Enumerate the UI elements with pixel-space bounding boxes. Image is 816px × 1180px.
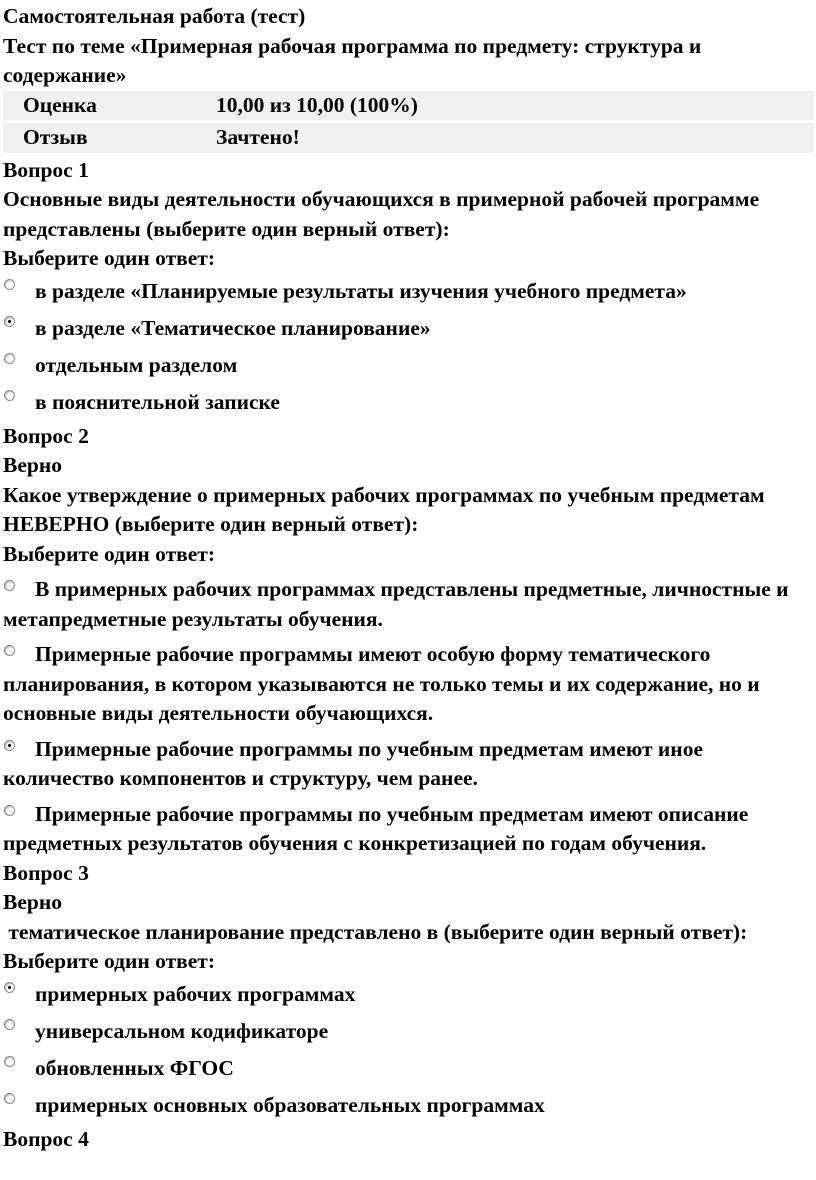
question-status: Верно (3, 453, 62, 477)
answer-option[interactable] (3, 640, 814, 729)
answer-option-label: отдельным разделом (35, 353, 238, 378)
radio-button-selected[interactable] (4, 740, 15, 751)
question-heading: Вопрос 4 (3, 1126, 89, 1151)
answer-prompt: Выберите один ответ: (3, 541, 216, 566)
answer-option-label: Примерные рабочие программы имеют особую форму тематического планирования, в котором указываются не только темы и их содержание, но и основные виды деятельности обучающихся. (3, 642, 760, 725)
answer-option[interactable] (3, 1014, 814, 1051)
question-text: Какое утверждение о примерных рабочих программах по учебным предметам НЕВЕРНО (выберите один верный ответ): (3, 482, 765, 536)
page-title: Самостоятельная работа (тест) (3, 4, 306, 28)
test-subtitle: Тест по теме «Примерная рабочая программа по предмету: структура и содержание» (3, 33, 702, 87)
radio-button[interactable] (4, 1093, 15, 1104)
radio-button[interactable] (4, 645, 15, 656)
question-4 (3, 1125, 814, 1155)
question-status: Верно (3, 890, 62, 914)
answer-option-label: Примерные рабочие программы по учебным предметам имеют иное количество компонентов и структуру, чем ранее. (3, 736, 703, 790)
answer-option[interactable] (3, 311, 814, 348)
answer-option[interactable] (3, 575, 814, 634)
question-3 (3, 859, 814, 1125)
page (3, 2, 814, 1154)
answer-option-label: в разделе «Планируемые результаты изучения учебного предмета» (35, 279, 687, 304)
answer-option[interactable] (3, 735, 814, 794)
radio-button[interactable] (4, 279, 15, 290)
answer-option-label: в разделе «Тематическое планирование» (35, 316, 431, 341)
answer-option[interactable] (3, 1051, 814, 1088)
question-2 (3, 422, 814, 859)
radio-button-selected[interactable] (4, 316, 15, 327)
answer-option-label: универсальном кодификаторе (35, 1019, 329, 1044)
answer-option-label: обновленных ФГОС (35, 1056, 234, 1081)
answer-option-label: Примерные рабочие программы по учебным предметам имеют описание предметных результатов обучения с конкретизацией по годам обучения. (3, 801, 749, 855)
radio-button[interactable] (4, 353, 15, 364)
answer-option[interactable] (3, 348, 814, 385)
grade-row (3, 91, 814, 122)
feedback-row (3, 122, 814, 155)
answer-prompt: Выберите один ответ: (3, 246, 216, 270)
radio-button[interactable] (4, 390, 15, 401)
answer-option-label: примерных основных образовательных программах (35, 1093, 545, 1118)
radio-button-selected[interactable] (4, 982, 15, 993)
question-heading: Вопрос 1 (3, 157, 89, 182)
radio-button[interactable] (4, 1056, 15, 1067)
question-text: Основные виды деятельности обучающихся в примерной рабочей программе представлены (выберите один верный ответ): (3, 187, 760, 241)
answer-option[interactable] (3, 274, 814, 311)
answer-option[interactable] (3, 977, 814, 1014)
answer-option[interactable] (3, 800, 814, 859)
radio-button[interactable] (4, 1019, 15, 1030)
feedback-value: Зачтено! (216, 122, 814, 155)
answer-option-label: примерных рабочих программах (35, 982, 356, 1007)
answer-option-label: В примерных рабочих программах представлены предметные, личностные и метапредметные результаты обучения. (3, 577, 789, 631)
grade-value: 10,00 из 10,00 (100%) (216, 91, 814, 122)
radio-button[interactable] (4, 805, 15, 816)
question-heading: Вопрос 3 (3, 860, 89, 885)
radio-button[interactable] (4, 580, 15, 591)
question-1 (3, 156, 814, 422)
answer-option[interactable] (3, 1088, 814, 1125)
grade-label: Оценка (3, 91, 216, 122)
question-text: тематическое планирование представлено в (выберите один верный ответ): (3, 919, 748, 944)
grade-table (3, 91, 814, 156)
question-heading: Вопрос 2 (3, 423, 89, 448)
answer-option-label: в пояснительной записке (35, 390, 280, 415)
answer-option[interactable] (3, 385, 814, 422)
feedback-label: Отзыв (3, 122, 216, 155)
answer-prompt: Выберите один ответ: (3, 949, 216, 973)
